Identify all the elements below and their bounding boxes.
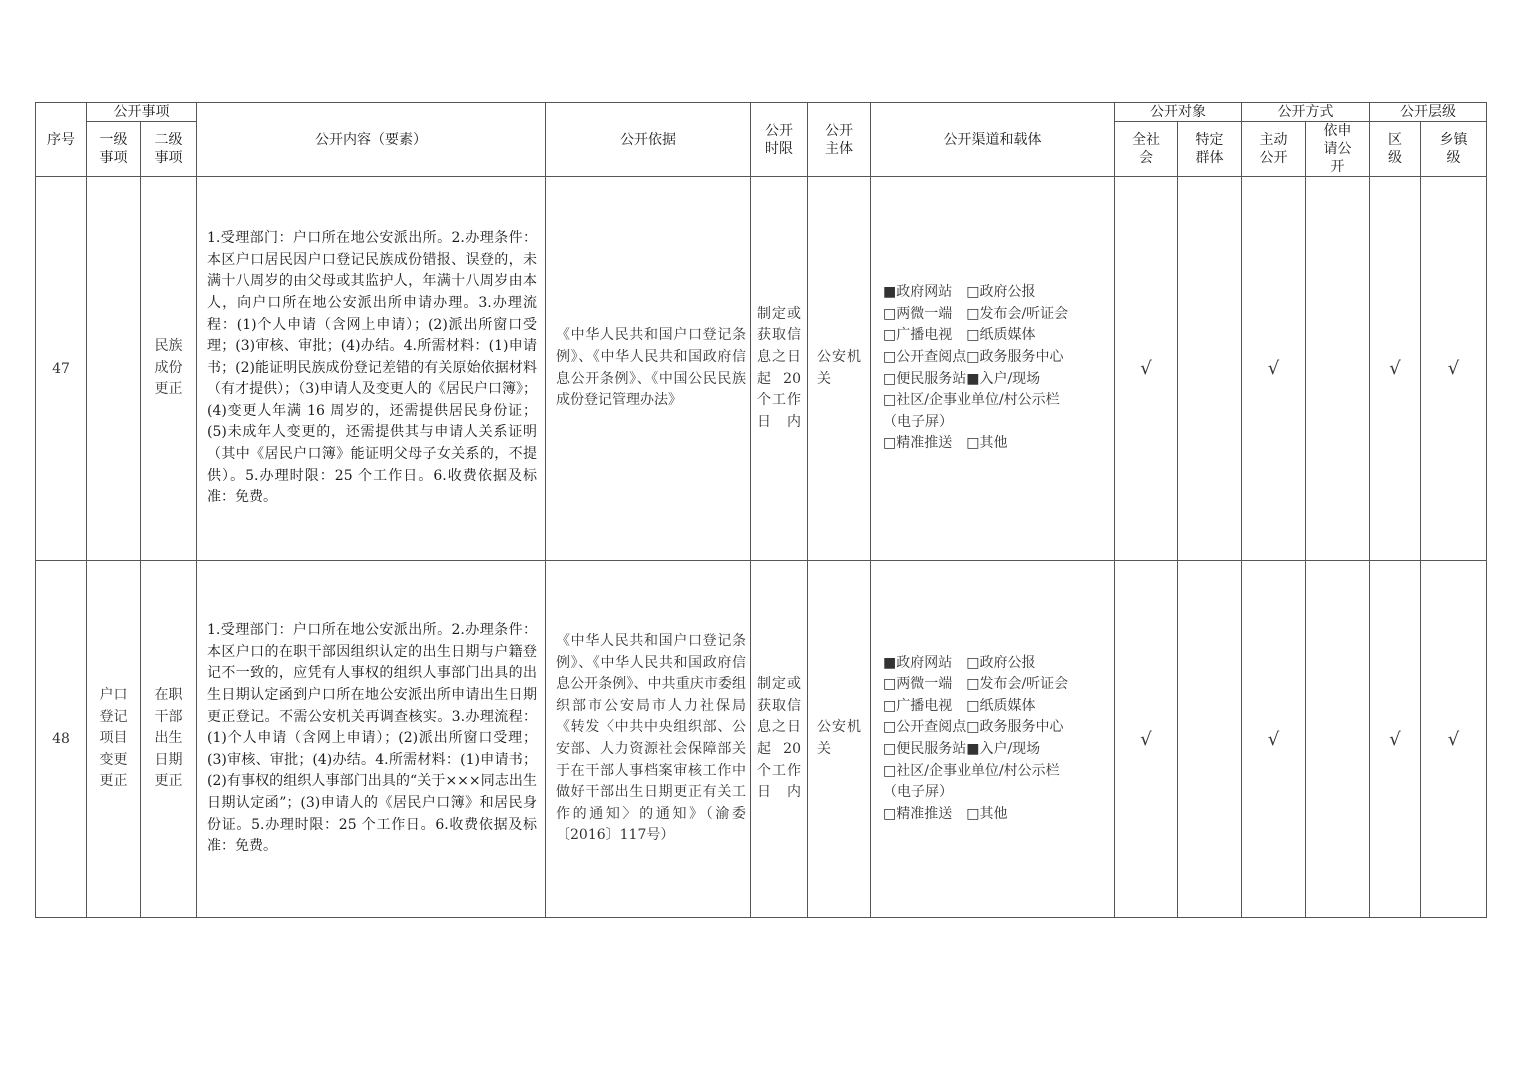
row-active-check: √	[1242, 177, 1306, 561]
header-district: 区级	[1370, 122, 1421, 177]
channel-line: □两微一端 □发布会/听证会	[883, 305, 1069, 322]
row-town-check: √	[1421, 177, 1487, 561]
row-district-check: √	[1370, 177, 1421, 561]
channel-line: （电子屏）	[883, 413, 953, 430]
header-group-target: 公开对象	[1115, 103, 1242, 122]
channel-line: ■政府网站 □政府公报	[883, 654, 1036, 671]
disclosure-table	[35, 102, 1487, 918]
header-active: 主动公开	[1242, 122, 1306, 177]
table-row	[36, 561, 1487, 918]
row-level2: 在职干部出生日期更正	[141, 561, 197, 918]
channel-line: □广播电视 □纸质媒体	[883, 327, 1036, 344]
header-subject: 公开主体	[808, 103, 871, 177]
channel-line: □便民服务站■入户/现场	[883, 741, 1041, 757]
header-group-method: 公开方式	[1242, 103, 1370, 122]
channel-line: □精准推送 □其他	[883, 435, 1008, 452]
header-time-limit: 公开时限	[751, 103, 808, 177]
row-content: 1.受理部门：户口所在地公安派出所。2.办理条件：本区户口居民因户口登记民族成份错报、误登的，未满十八周岁的由父母或其监护人，年满十八周岁由本人，向户口所在地公安派出所申请办理。3.办理流程：(1)个人申请（含网上申请）；(2)派出所窗口受理；(3)审核、审批；(4)办结。4.所需材料：(1)申请书；(2)能证明民族成份登记差错的有关原始依据材料（有才提供）；（3)申请人及变更人的《居民户口簿》；(4)变更人年满 16 周岁的，还需提供居民身份证；(5)未成年人变更的，还需提供其与申请人关系证明（其中《居民户口簿》能证明父母子女关系的，不提供）。5.办理时限：25 个工作日。6.收费依据及标准：免费。	[197, 177, 546, 561]
row-seq: 48	[36, 561, 87, 918]
header-specific: 特定群体	[1178, 122, 1242, 177]
row-specific-check	[1178, 561, 1242, 918]
row-content: 1.受理部门：户口所在地公安派出所。2.办理条件：本区户口的在职干部因组织认定的出生日期与户籍登记不一致的，应凭有人事权的组织人事部门出具的出生日期认定函到户口所在地公安派出所申请出生日期更正登记。不需公安机关再调查核实。3.办理流程：(1)个人申请（含网上申请）；(2)派出所窗口受理；(3)审核、审批；(4)办结。4.所需材料：(1)申请书；(2)有事权的组织人事部门出具的“关于×××同志出生日期认定函”；(3)申请人的《居民户口簿》和居民身份证。5.办理时限：25 个工作日。6.收费依据及标准：免费。	[197, 561, 546, 918]
header-seq: 序号	[36, 103, 87, 177]
header-group-items: 公开事项	[87, 103, 197, 122]
channel-line: □便民服务站■入户/现场	[883, 370, 1041, 387]
channel-line: □社区/企事业单位/村公示栏	[883, 392, 1060, 409]
row-specific-check	[1178, 177, 1242, 561]
header-town: 乡镇级	[1421, 122, 1487, 177]
row-seq: 47	[36, 177, 87, 561]
channel-line: □精准推送 □其他	[883, 805, 1008, 822]
row-society-check: √	[1115, 561, 1178, 918]
row-channels	[871, 561, 1115, 918]
header-on-request: 依申请公开	[1306, 122, 1370, 177]
header-group-level: 公开层级	[1370, 103, 1487, 122]
channel-line: □社区/企事业单位/村公示栏	[883, 762, 1060, 779]
row-on-request-check	[1306, 177, 1370, 561]
row-active-check: √	[1242, 561, 1306, 918]
row-basis: 《中华人民共和国户口登记条例》、《中华人民共和国政府信息公开条例》、《中国公民民族成份登记管理办法》	[546, 177, 751, 561]
row-time-limit: 制定或获取信息之日起20个工作日内	[751, 177, 808, 561]
channel-line: ■政府网站 □政府公报	[883, 284, 1036, 301]
row-basis: 《中华人民共和国户口登记条例》、《中华人民共和国政府信息公开条例》、中共重庆市委组织部市公安局市人力社保局《转发〈中共中央组织部、公安部、人力资源社会保障部关于在干部人事档案审核工作中做好干部出生日期更正有关工作的通知〉的通知》（渝委〔2016〕117号）	[546, 561, 751, 918]
header-level1: 一级事项	[87, 122, 141, 177]
channel-line: □公开查阅点□政务服务中心	[883, 719, 1064, 736]
row-level1: 户口登记项目变更更正	[87, 561, 141, 918]
row-level2: 民族成份更正	[141, 177, 197, 561]
channel-line: □公开查阅点□政务服务中心	[883, 348, 1064, 365]
row-subject: 公安机关	[808, 561, 871, 918]
channel-line: □两微一端 □发布会/听证会	[883, 676, 1069, 693]
channel-line: □广播电视 □纸质媒体	[883, 697, 1036, 714]
row-district-check: √	[1370, 561, 1421, 918]
row-subject: 公安机关	[808, 177, 871, 561]
header-channels: 公开渠道和载体	[871, 103, 1115, 177]
row-channels	[871, 177, 1115, 561]
row-on-request-check	[1306, 561, 1370, 918]
row-level1	[87, 177, 141, 561]
row-society-check: √	[1115, 177, 1178, 561]
channel-line: （电子屏）	[883, 784, 953, 801]
row-town-check: √	[1421, 561, 1487, 918]
header-basis: 公开依据	[546, 103, 751, 177]
header-content: 公开内容（要素）	[197, 103, 546, 177]
header-society: 全社会	[1115, 122, 1178, 177]
header-level2: 二级事项	[141, 122, 197, 177]
table-row	[36, 177, 1487, 561]
row-time-limit: 制定或获取信息之日起20个工作日内	[751, 561, 808, 918]
